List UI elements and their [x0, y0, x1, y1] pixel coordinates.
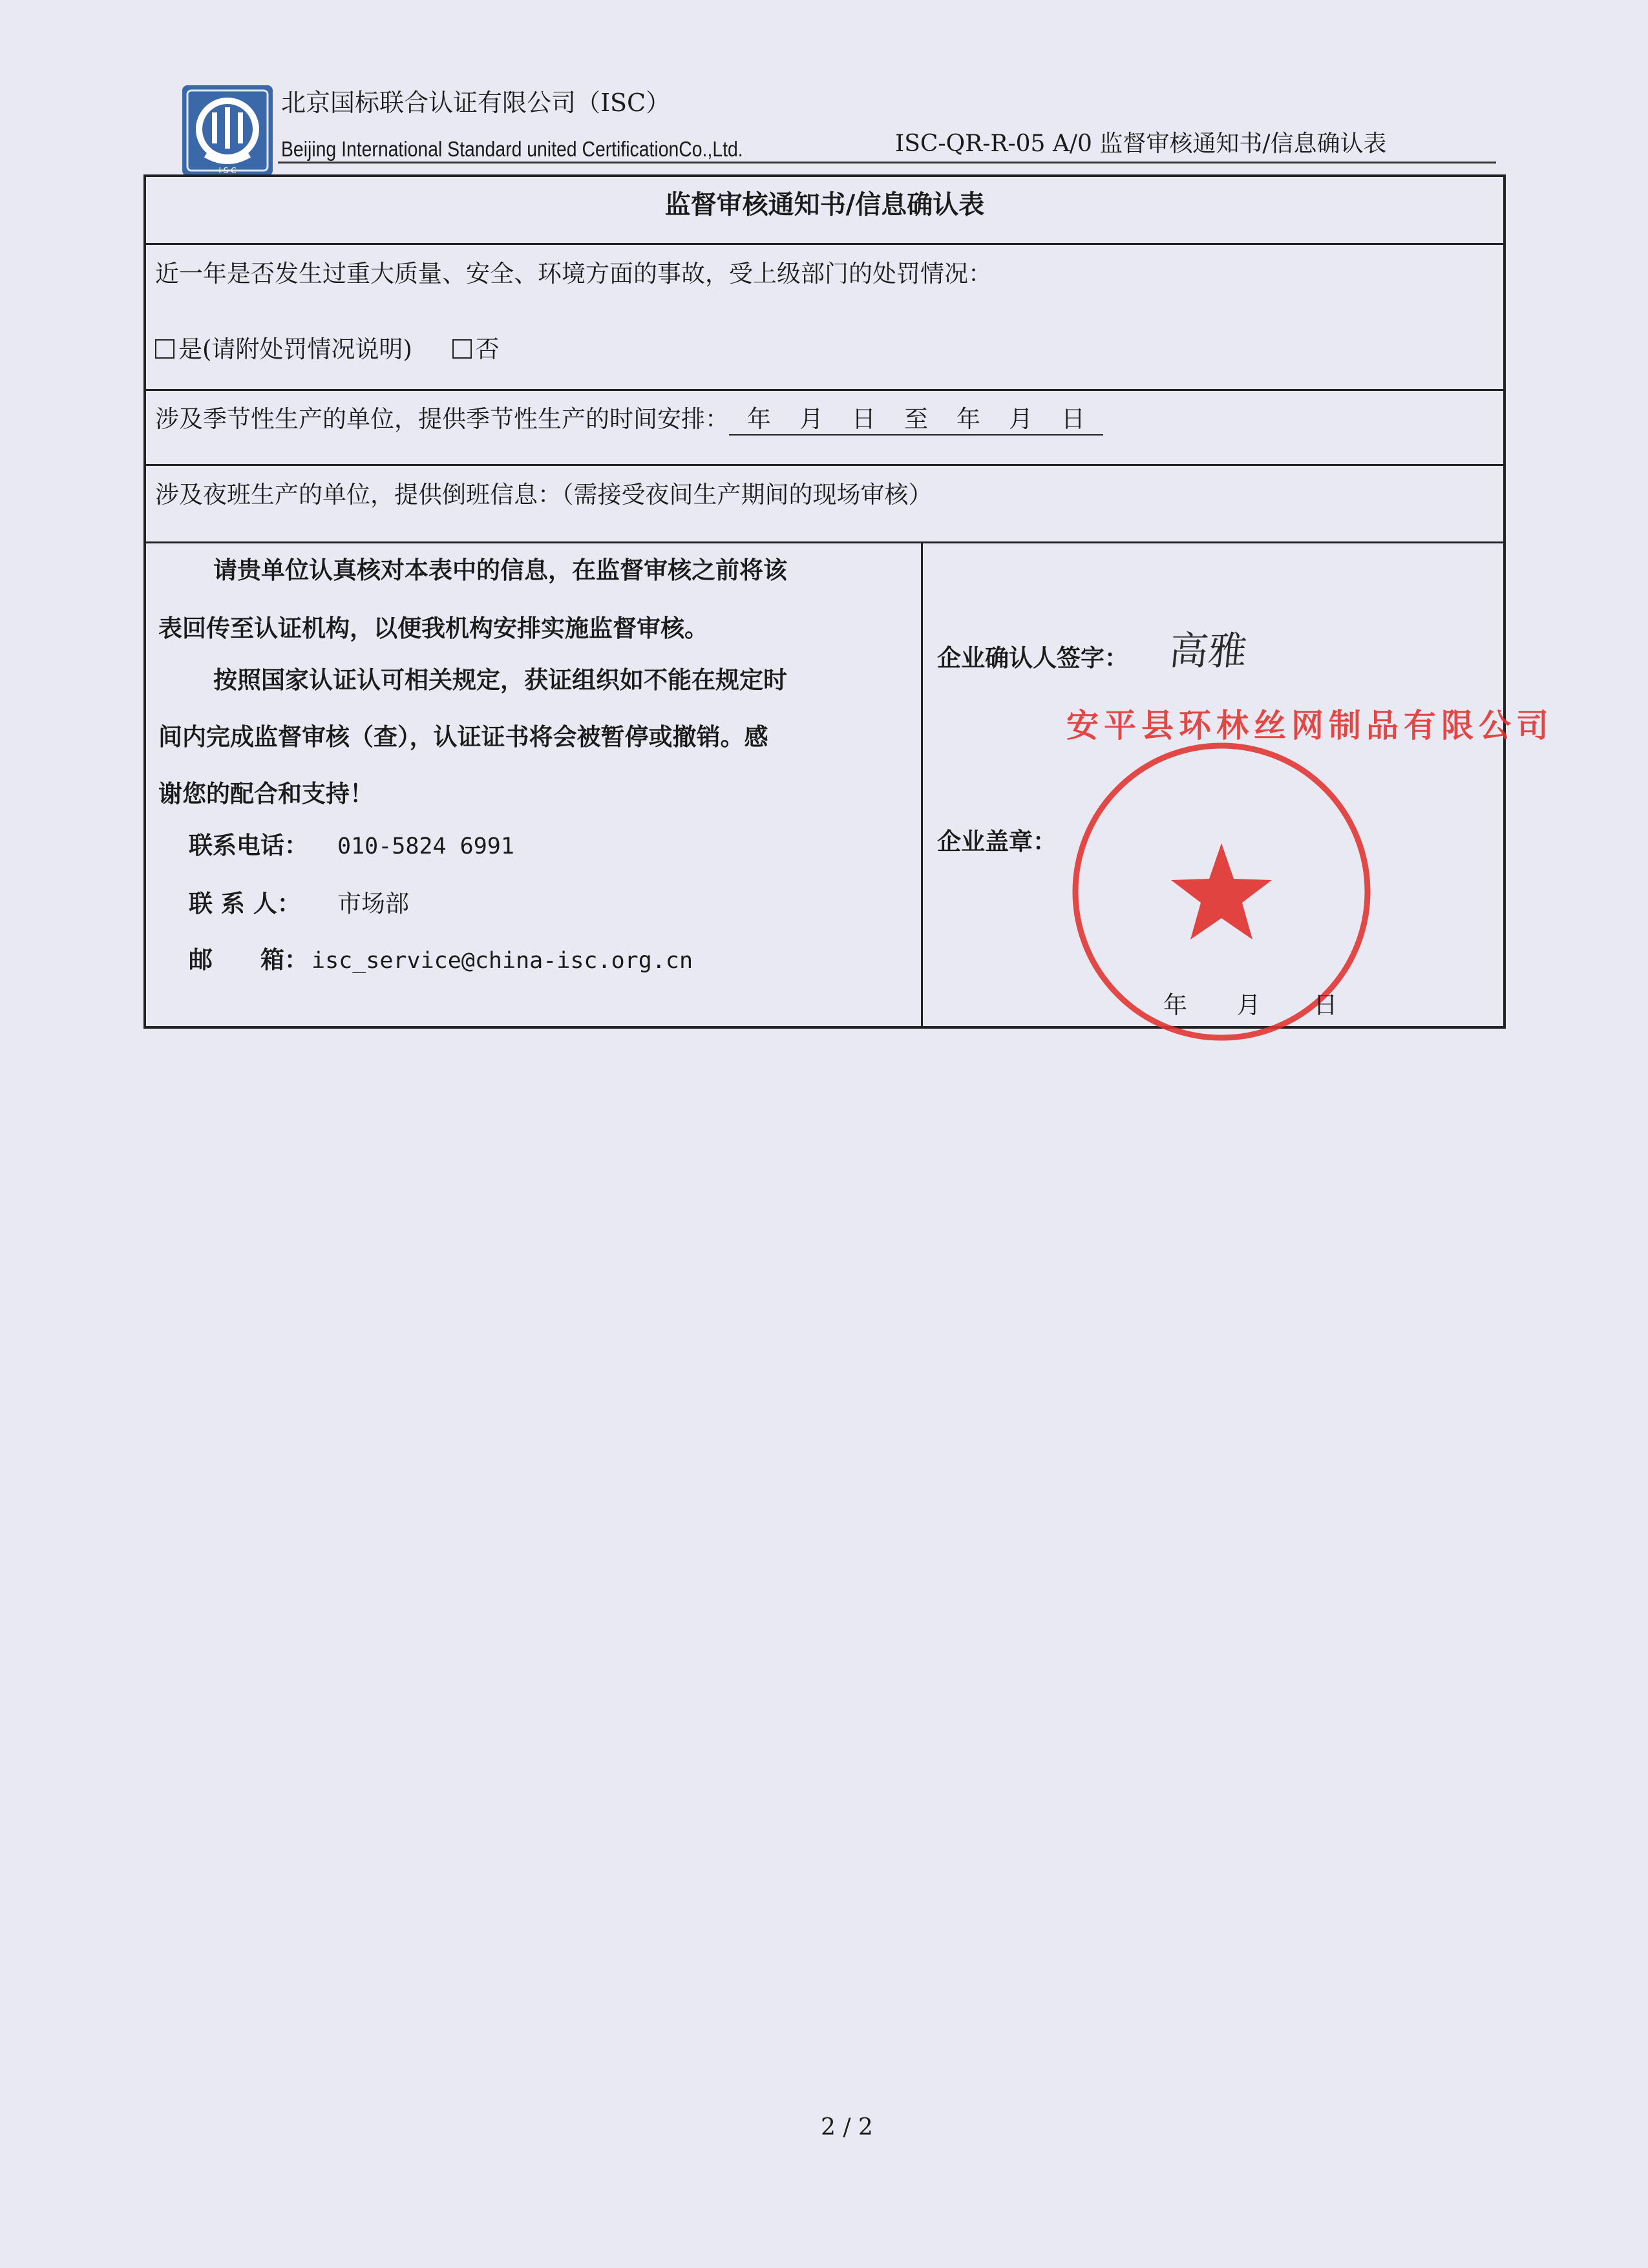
page-number: 2 / 2	[821, 2114, 873, 2141]
row-divider-night	[143, 541, 1506, 543]
seasonal-row	[155, 399, 1103, 436]
date-month: 月	[1236, 991, 1261, 1019]
seasonal-date-part: 至	[904, 405, 928, 433]
header-rule	[278, 162, 1496, 163]
night-shift-label: 涉及夜班生产的单位，提供倒班信息：（需接受夜间生产期间的现场审核）	[155, 481, 933, 509]
contact-phone	[189, 826, 514, 861]
option-no-label: 否	[475, 335, 500, 363]
yes-checkbox[interactable]	[155, 339, 174, 359]
seasonal-date-part: 月	[1009, 405, 1033, 433]
option-yes-label: 是(请附处罚情况说明)	[178, 335, 412, 363]
date-year: 年	[1163, 991, 1187, 1019]
contact-email	[189, 940, 693, 975]
company-name-en: Beijing International Standard united CertificationCo.,Ltd.	[281, 137, 743, 161]
column-divider	[921, 541, 923, 1026]
seasonal-date-part: 年	[956, 405, 980, 433]
isc-logo-icon	[181, 84, 274, 177]
row-divider-accident	[143, 389, 1506, 391]
seasonal-date-part: 日	[852, 405, 876, 433]
no-checkbox[interactable]	[452, 339, 472, 359]
seal-label: 企业盖章：	[937, 827, 1057, 856]
email-label: 邮 箱：	[189, 945, 308, 974]
option-yes[interactable]	[155, 335, 420, 363]
date-day: 日	[1313, 991, 1338, 1019]
accident-options	[155, 330, 500, 364]
contact-person	[189, 884, 409, 919]
row-divider-seasonal	[143, 464, 1506, 466]
stamp-star-icon	[1171, 843, 1272, 940]
option-no[interactable]	[452, 335, 500, 363]
signature: 高雅	[1167, 629, 1250, 674]
seasonal-date-part: 日	[1061, 405, 1085, 433]
notice-line: 表回传至认证机构，以便我机构安排实施监督审核。	[158, 614, 708, 642]
phone-value: 010-5824 6991	[337, 834, 514, 859]
seal-date	[1163, 985, 1338, 1020]
notice-line: 间内完成监督审核（查），认证证书将会被暂停或撤销。感	[158, 722, 768, 751]
stamp-text: 安平县环林丝网制品有限公司	[1066, 706, 1554, 744]
seasonal-label: 涉及季节性生产的单位，提供季节性生产的时间安排：	[155, 405, 729, 433]
document-code: ISC-QR-R-05 A/0 监督审核通知书/信息确认表	[895, 131, 1387, 157]
seasonal-date-part: 年	[747, 405, 771, 433]
logo-text: I S C	[218, 166, 237, 175]
seasonal-date-part: 月	[799, 405, 823, 433]
company-name-cn: 北京国标联合认证有限公司（ISC）	[281, 89, 671, 117]
signer-label: 企业确认人签字：	[937, 644, 1128, 672]
person-value: 市场部	[337, 890, 409, 918]
phone-label: 联系电话：	[189, 831, 308, 859]
notice-line: 请贵单位认真核对本表中的信息，在监督审核之前将该	[213, 556, 787, 584]
email-value[interactable]: isc_service@china-isc.org.cn	[312, 948, 693, 974]
person-label: 联 系 人：	[189, 889, 301, 918]
seasonal-date-field[interactable]	[729, 399, 1103, 436]
notice-line: 谢您的配合和支持！	[158, 779, 374, 808]
row-divider-title	[143, 243, 1506, 245]
notice-line: 按照国家认证认可相关规定，获证组织如不能在规定时	[213, 666, 787, 694]
accident-question: 近一年是否发生过重大质量、安全、环境方面的事故，受上级部门的处罚情况：	[155, 260, 992, 288]
form-title: 监督审核通知书/信息确认表	[664, 189, 985, 220]
